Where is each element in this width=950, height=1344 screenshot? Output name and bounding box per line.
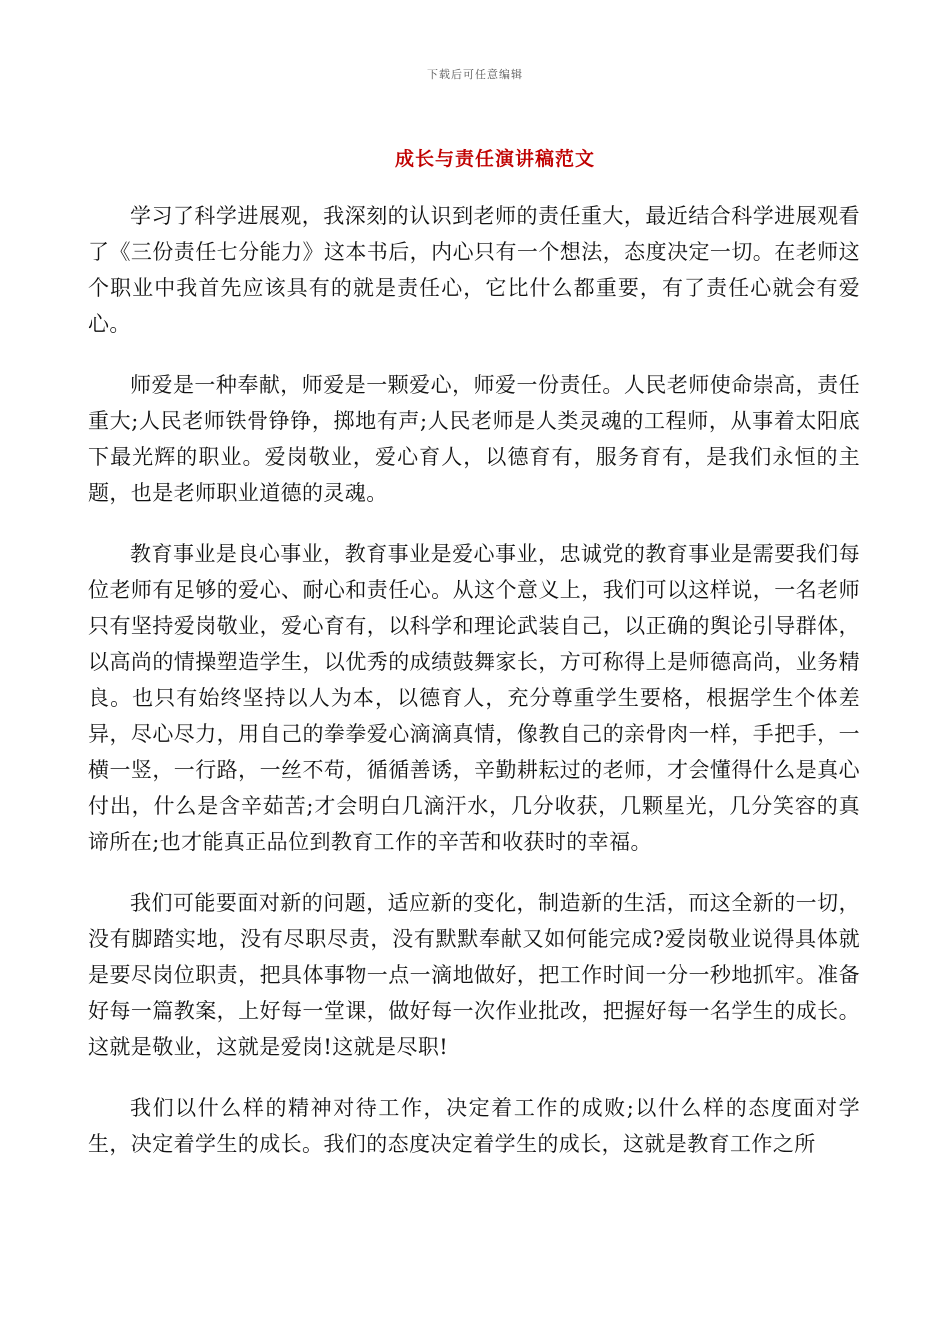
paragraph: 我们以什么样的精神对待工作，决定着工作的成败;以什么样的态度面对学生，决定着学生的成长。我们的态度决定着学生的成长，这就是教育工作之所 <box>88 1096 860 1156</box>
paragraph: 师爱是一种奉献，师爱是一颗爱心，师爱一份责任。人民老师使命崇高，责任重大;人民老师铁骨铮铮，掷地有声;人民老师是人类灵魂的工程师，从事着太阳底下最光辉的职业。爱岗敬业，爱心育人，以德育有，服务育有，是我们永恒的主题，也是老师职业道德的灵魂。 <box>88 373 860 505</box>
document-title: 成长与责任演讲稿范文 <box>394 148 595 170</box>
paragraph: 学习了科学进展观，我深刻的认识到老师的责任重大，最近结合科学进展观看了《三份责任七分能力》这本书后，内心只有一个想法，态度决定一切。在老师这个职业中我首先应该具有的就是责任心，它比什么都重要，有了责任心就会有爱心。 <box>88 204 860 336</box>
document-body <box>88 198 860 1187</box>
paragraph: 我们可能要面对新的问题，适应新的变化，制造新的生活，而这全新的一切，没有脚踏实地，没有尽职尽责，没有默默奉献又如何能完成?爱岗敬业说得具体就是要尽岗位职责，把具体事物一点一滴地做好，把工作时间一分一秒地抓牢。准备好每一篇教案，上好每一堂课，做好每一次作业批改，把握好每一名学生的成长。这就是敬业，这就是爱岗!这就是尽职! <box>88 891 860 1059</box>
header-note: 下载后可任意编辑 <box>427 68 523 81</box>
paragraph: 教育事业是良心事业，教育事业是爱心事业，忠诚党的教育事业是需要我们每位老师有足够的爱心、耐心和责任心。从这个意义上，我们可以这样说，一名老师只有坚持爱岗敬业，爱心育有，以科学和理论武装自己，以正确的舆论引导群体，以高尚的情操塑造学生，以优秀的成绩鼓舞家长，方可称得上是师德高尚，业务精良。也只有始终坚持以人为本，以德育人，充分尊重学生要格，根据学生个体差异，尽心尽力，用自己的拳拳爱心滴滴真情，像教自己的亲骨肉一样，手把手，一横一竖，一行路，一丝不苟，循循善诱，辛勤耕耘过的老师，才会懂得什么是真心付出，什么是含辛茹苦;才会明白几滴汗水，几分收获，几颗星光，几分笑容的真谛所在;也才能真正品位到教育工作的辛苦和收获时的幸福。 <box>88 542 860 854</box>
